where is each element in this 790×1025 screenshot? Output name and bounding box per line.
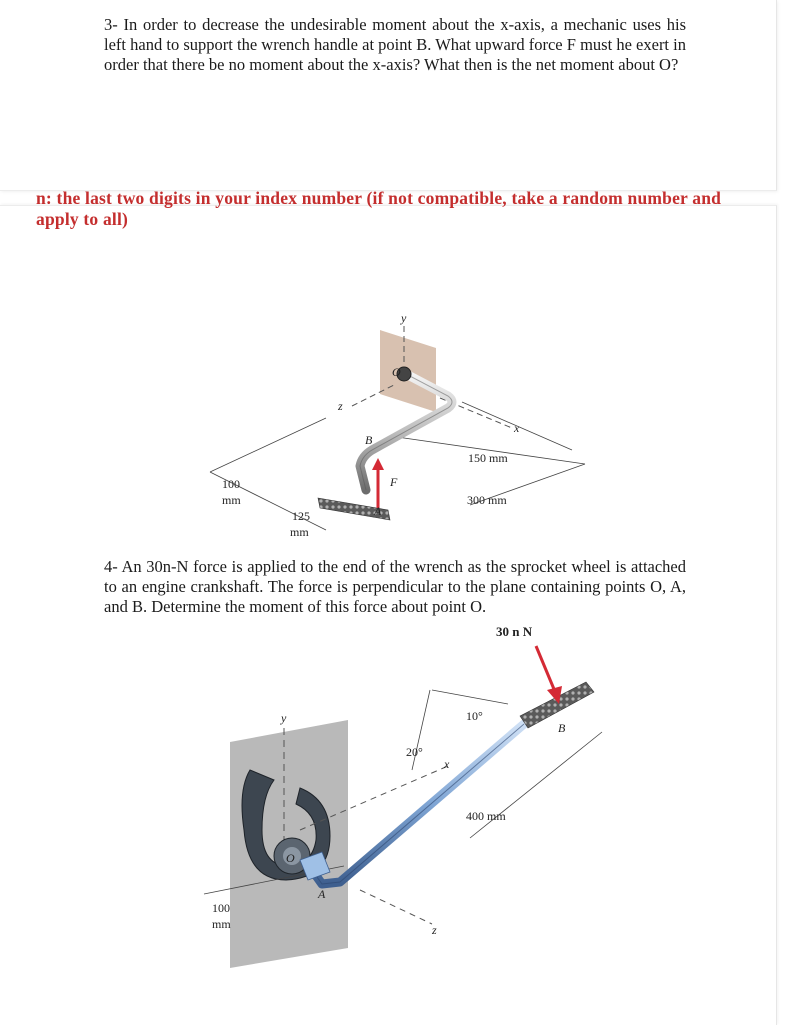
z-axis-label: z bbox=[338, 399, 343, 413]
point-b-label-2: B bbox=[558, 721, 566, 735]
z-axis-line-2 bbox=[360, 890, 432, 924]
force-f-arrowhead bbox=[372, 458, 384, 470]
z-axis-label-2: z bbox=[432, 923, 437, 937]
dim-100-value: 100 bbox=[222, 477, 240, 491]
dim-100-unit: mm bbox=[222, 493, 241, 507]
dim-100-value-2: 100 bbox=[212, 901, 230, 915]
dim-150-line bbox=[462, 402, 572, 450]
point-a-label: A bbox=[374, 504, 382, 518]
dim-100-unit-2: mm bbox=[212, 917, 231, 931]
y-axis-label-2: y bbox=[281, 711, 287, 725]
angle-20-label: 20° bbox=[406, 745, 423, 759]
y-axis-label: y bbox=[401, 311, 407, 325]
x-axis-label-2: x bbox=[444, 757, 450, 771]
problem-4-text: 4- An 30n-N force is applied to the end of the wrench as the sprocket wheel is attached to an engine crankshaft. The force is perpendicular to the plane containing points O, A, and B. Determine the moment of this force about point O. bbox=[104, 557, 686, 616]
dim-125-unit: mm bbox=[290, 525, 309, 539]
dim-400-label: 400 mm bbox=[466, 809, 506, 823]
dim-150-label: 150 mm bbox=[468, 451, 508, 465]
point-b-label: B bbox=[365, 433, 373, 447]
x-axis-label: x bbox=[514, 421, 520, 435]
point-o-label-2: O bbox=[286, 851, 295, 865]
force-f-label: F bbox=[390, 475, 398, 489]
index-number-note: n: the last two digits in your index number (if not compatible, take a random number and apply to all) bbox=[36, 188, 722, 229]
dim-300-label: 300 mm bbox=[467, 493, 507, 507]
point-o-label: O bbox=[392, 365, 401, 379]
point-a-label-2: A bbox=[318, 887, 326, 901]
angle-ref-line-2 bbox=[432, 690, 508, 704]
angle-10-label: 10° bbox=[466, 709, 483, 723]
force-30nN-arrow bbox=[536, 646, 556, 694]
dim-125-value: 125 bbox=[292, 509, 310, 523]
force-30nN-label: 30 n N bbox=[496, 624, 533, 639]
problem-3-text: 3- In order to decrease the undesirable moment about the x-axis, a mechanic uses his left hand to support the wrench handle at point B. What upward force F must he exert in order that there be no moment about the x-axis? What then is the net moment about O? bbox=[104, 15, 686, 74]
dim-100-line bbox=[210, 418, 326, 472]
